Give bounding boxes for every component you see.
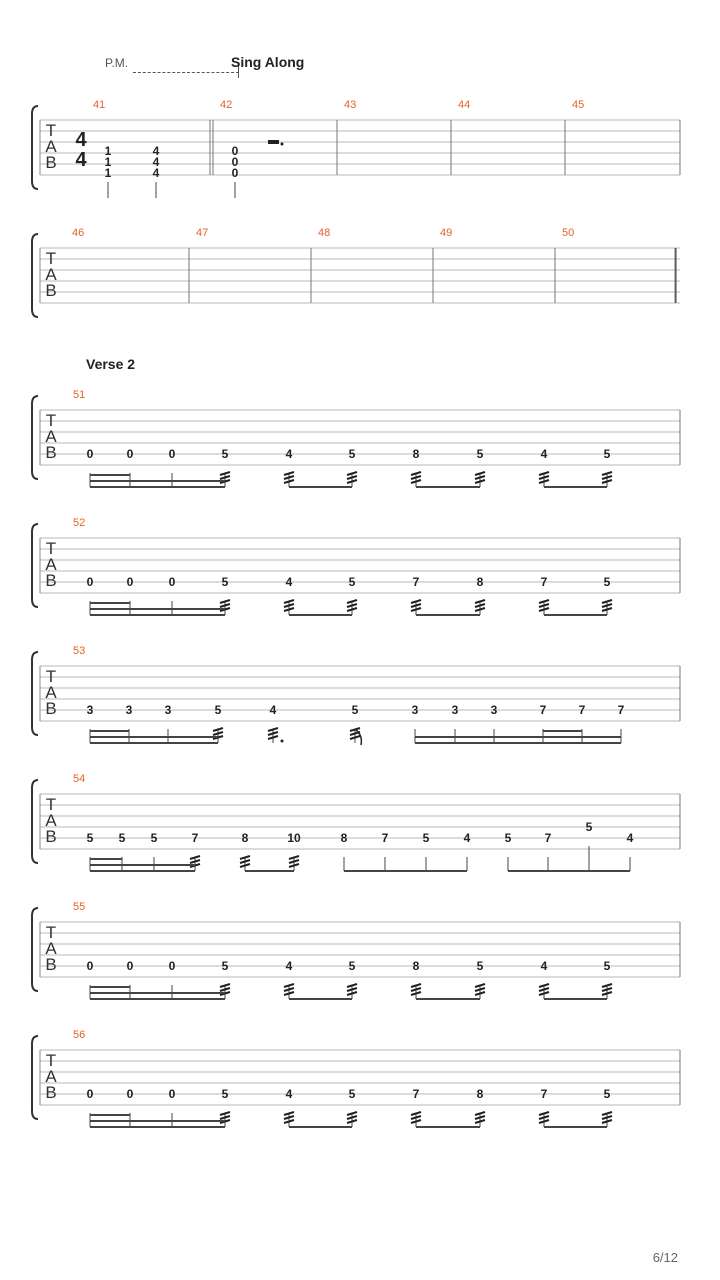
measure-number: 46 (72, 227, 85, 239)
fret-number: 4 (152, 155, 160, 169)
tab-clef-letter: A (45, 137, 57, 156)
fret-number: 3 (125, 703, 133, 717)
fret-number: 5 (348, 447, 356, 461)
tab-clef-letter: T (45, 1051, 57, 1070)
tab-clef-letter: B (45, 827, 57, 846)
fret-number: 5 (86, 831, 94, 845)
fret-number: 8 (340, 831, 348, 845)
tab-clef-letter: B (45, 443, 57, 462)
fret-number: 5 (221, 959, 229, 973)
measure-number: 45 (572, 99, 585, 111)
fret-number: 4 (626, 831, 634, 845)
fret-number: 4 (540, 959, 548, 973)
tab-clef-letter: A (45, 683, 57, 702)
fret-number: 5 (348, 1087, 356, 1101)
fret-number: 0 (126, 1087, 134, 1101)
fret-number: 0 (86, 1087, 94, 1101)
fret-number: 4 (152, 166, 160, 180)
tab-clef-letter: A (45, 1067, 57, 1086)
measure-number: 53 (73, 645, 86, 657)
fret-number: 3 (451, 703, 459, 717)
fret-number: 0 (126, 575, 134, 589)
tab-clef-letter: B (45, 281, 57, 300)
fret-number: 1 (104, 144, 112, 158)
fret-number: 0 (168, 1087, 176, 1101)
half-rest (268, 140, 279, 144)
fret-number: 4 (285, 447, 293, 461)
fret-number: 8 (412, 447, 420, 461)
fret-number: 7 (578, 703, 586, 717)
fret-number: 0 (86, 575, 94, 589)
tab-system (32, 227, 680, 317)
fret-number: 8 (412, 959, 420, 973)
fret-number: 7 (540, 575, 548, 589)
fret-number: 5 (476, 447, 484, 461)
fret-number: 5 (221, 447, 229, 461)
fret-number: 0 (168, 447, 176, 461)
fret-number: 5 (504, 831, 512, 845)
fret-number: 0 (126, 959, 134, 973)
fret-number: 8 (476, 575, 484, 589)
tab-system (32, 99, 680, 198)
tab-clef-letter: B (45, 1083, 57, 1102)
fret-number: 7 (539, 703, 547, 717)
measure-number: 55 (73, 901, 86, 913)
measure-number: 49 (440, 227, 453, 239)
system-bracket (32, 106, 38, 189)
tab-clef-letter: B (45, 955, 57, 974)
measure-number: 41 (93, 99, 106, 111)
fret-number: 5 (221, 1087, 229, 1101)
fret-number: 0 (168, 575, 176, 589)
fret-number: 0 (231, 155, 239, 169)
fret-number: 0 (168, 959, 176, 973)
fret-number: 5 (476, 959, 484, 973)
fret-number: 5 (221, 575, 229, 589)
system-bracket (32, 908, 38, 991)
fret-number: 8 (476, 1087, 484, 1101)
measure-number: 47 (196, 227, 209, 239)
note-dot (281, 740, 284, 743)
sing-along-annotation: Sing Along (231, 54, 305, 70)
fret-number: 5 (351, 703, 359, 717)
palm-mute-label: P.M. (105, 56, 129, 70)
fret-number: 3 (86, 703, 94, 717)
rest-dot (281, 143, 284, 146)
fret-number: 4 (540, 447, 548, 461)
measure-number: 54 (73, 773, 86, 785)
fret-number: 4 (285, 959, 293, 973)
fret-number: 4 (285, 1087, 293, 1101)
tab-system (32, 389, 680, 487)
tab-system (32, 773, 680, 871)
fret-number: 4 (269, 703, 277, 717)
fret-number: 5 (118, 831, 126, 845)
fret-number: 5 (603, 575, 611, 589)
fret-number: 5 (348, 575, 356, 589)
fret-number: 7 (412, 1087, 420, 1101)
fret-number: 1 (104, 166, 112, 180)
fret-number: 5 (603, 959, 611, 973)
tab-clef-letter: B (45, 699, 57, 718)
fret-number: 5 (150, 831, 158, 845)
measure-number: 50 (562, 227, 575, 239)
fret-number: 7 (191, 831, 199, 845)
fret-number: 5 (603, 1087, 611, 1101)
fret-number: 4 (463, 831, 471, 845)
measure-number: 43 (344, 99, 357, 111)
fret-number: 5 (214, 703, 222, 717)
fret-number: 3 (164, 703, 172, 717)
system-bracket (32, 524, 38, 607)
tab-clef-letter: A (45, 939, 57, 958)
tab-clef-letter: T (45, 795, 57, 814)
fret-number: 1 (104, 155, 112, 169)
fret-number: 8 (241, 831, 249, 845)
fret-number: 5 (422, 831, 430, 845)
fret-number: 7 (617, 703, 625, 717)
fret-number: 0 (126, 447, 134, 461)
tab-clef-letter: A (45, 555, 57, 574)
system-bracket (32, 234, 38, 317)
fret-number: 0 (231, 166, 239, 180)
system-bracket (32, 780, 38, 863)
fret-number: 3 (411, 703, 419, 717)
fret-number: 3 (490, 703, 498, 717)
fret-number: 5 (603, 447, 611, 461)
tab-clef-letter: T (45, 539, 57, 558)
fret-number: 4 (152, 144, 160, 158)
tab-system (32, 901, 680, 999)
time-signature-bottom: 4 (75, 149, 87, 171)
tab-clef-letter: T (45, 667, 57, 686)
measure-number: 51 (73, 389, 86, 401)
tab-clef-letter: A (45, 427, 57, 446)
fret-number: 10 (287, 831, 301, 845)
measure-number: 42 (220, 99, 233, 111)
tab-clef-letter: T (45, 249, 57, 268)
section-label: Verse 2 (86, 356, 136, 372)
measure-number: 44 (458, 99, 471, 111)
measure-number: 48 (318, 227, 331, 239)
fret-number: 0 (86, 959, 94, 973)
tab-system (32, 517, 680, 615)
tab-clef-letter: A (45, 811, 57, 830)
fret-number: 0 (231, 144, 239, 158)
tab-clef-letter: T (45, 923, 57, 942)
fret-number: 7 (540, 1087, 548, 1101)
fret-number: 5 (348, 959, 356, 973)
fret-number: 0 (86, 447, 94, 461)
fret-number: 4 (285, 575, 293, 589)
tab-clef-letter: A (45, 265, 57, 284)
page-number: 6/12 (652, 1250, 678, 1265)
tab-clef-letter: B (45, 153, 57, 172)
system-bracket (32, 1036, 38, 1119)
fret-number: 7 (544, 831, 552, 845)
measure-number: 52 (73, 517, 86, 529)
tab-clef-letter: T (45, 411, 57, 430)
fret-number: 5 (585, 820, 593, 834)
fret-number: 7 (381, 831, 389, 845)
tab-clef-letter: T (45, 121, 57, 140)
tab-system (32, 1029, 680, 1127)
system-bracket (32, 396, 38, 479)
system-bracket (32, 652, 38, 735)
time-signature-top: 4 (75, 129, 87, 151)
tab-clef-letter: B (45, 571, 57, 590)
measure-number: 56 (73, 1029, 86, 1041)
tab-system (32, 645, 680, 745)
fret-number: 7 (412, 575, 420, 589)
